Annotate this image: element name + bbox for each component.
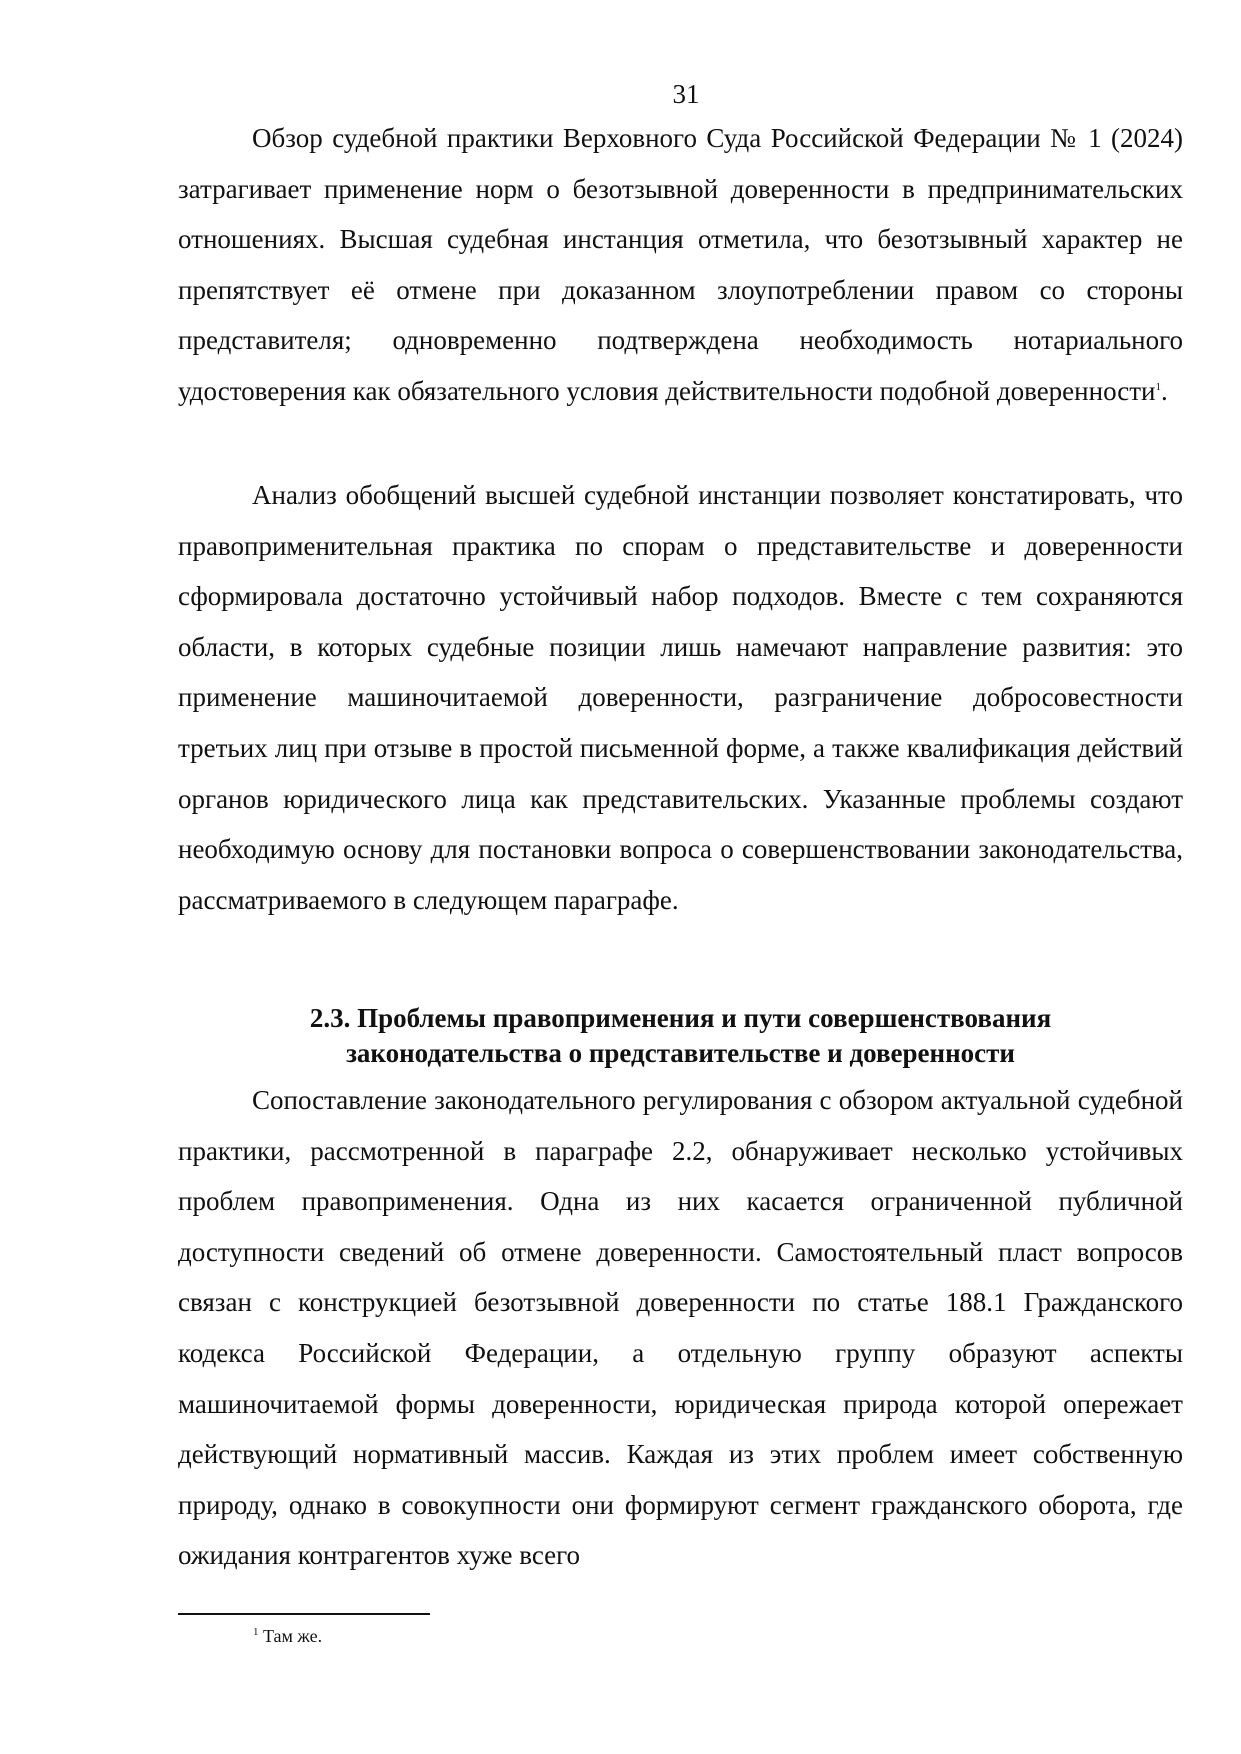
paragraph-text: Обзор судебной практики Верховного Суда Российской Федерации № 1 (2024) затрагивает применение норм о безотзывной доверенности в предпринимательских отношениях. Высшая судебная инстанция отметила, что безотзывный характер не препятствует её отмене при доказанном злоупотреблении правом со стороны представителя; одновременно подтверждена необходимость нотариального удостоверения как обязательного условия действительности подобной доверенности xyxy=(178,123,1183,406)
body-text-section-1 xyxy=(178,113,1183,417)
page-number: 31 xyxy=(672,79,700,109)
footnote-number: 1 xyxy=(253,1626,259,1638)
footnote xyxy=(253,1620,322,1648)
footnote-separator xyxy=(178,1613,430,1615)
body-text-section-2 xyxy=(178,470,1183,925)
footnote-text: Там же. xyxy=(258,1626,323,1646)
paragraph-comparison: Сопоставление законодательного регулирования с обзором актуальной судебной практики, рассмотренной в параграфе 2.2, обнаруживает несколько устойчивых проблем правоприменения. Одна из них касается ограниченной публичной доступности сведений об отмене доверенности. Самостоятельный пласт вопросов связан с конструкцией безотзывной доверенности по статье 188.1 Гражданского кодекса Российской Федерации, а отдельную группу образуют аспекты машиночитаемой формы доверенности, юридическая природа которой опережает действующий нормативный массив. Каждая из этих проблем имеет собственную природу, однако в совокупности они формируют сегмент гражданского оборота, где ожидания контрагентов хуже всего xyxy=(178,1085,1183,1571)
paragraph-end: . xyxy=(1160,375,1168,406)
body-text-section-3 xyxy=(178,1075,1183,1581)
footnote-reference[interactable]: 1 xyxy=(1155,380,1161,393)
section-heading-line-1: 2.3. Проблемы правоприменения и пути совершенствования xyxy=(309,1003,1052,1033)
paragraph-analysis: Анализ обобщений высшей судебной инстанции позволяет констатировать, что правоприменительная практика по спорам о представительстве и доверенности сформировала достаточно устойчивый набор подходов. Вместе с тем сохраняются области, в которых судебные позиции лишь намечают направление развития: это применение машиночитаемой доверенности, разграничение добросовестности третьих лиц при отзыве в простой письменной форме, а также квалификация действий органов юридического лица как представительских. Указанные проблемы создают необходимую основу для постановки вопроса о совершенствовании законодательства, рассматриваемого в следующем параграфе. xyxy=(178,480,1183,915)
section-heading-line-2: законодательства о представительстве и доверенности xyxy=(346,1038,1015,1068)
section-heading xyxy=(178,1001,1183,1071)
paragraph-supreme-court-review xyxy=(178,113,1183,417)
